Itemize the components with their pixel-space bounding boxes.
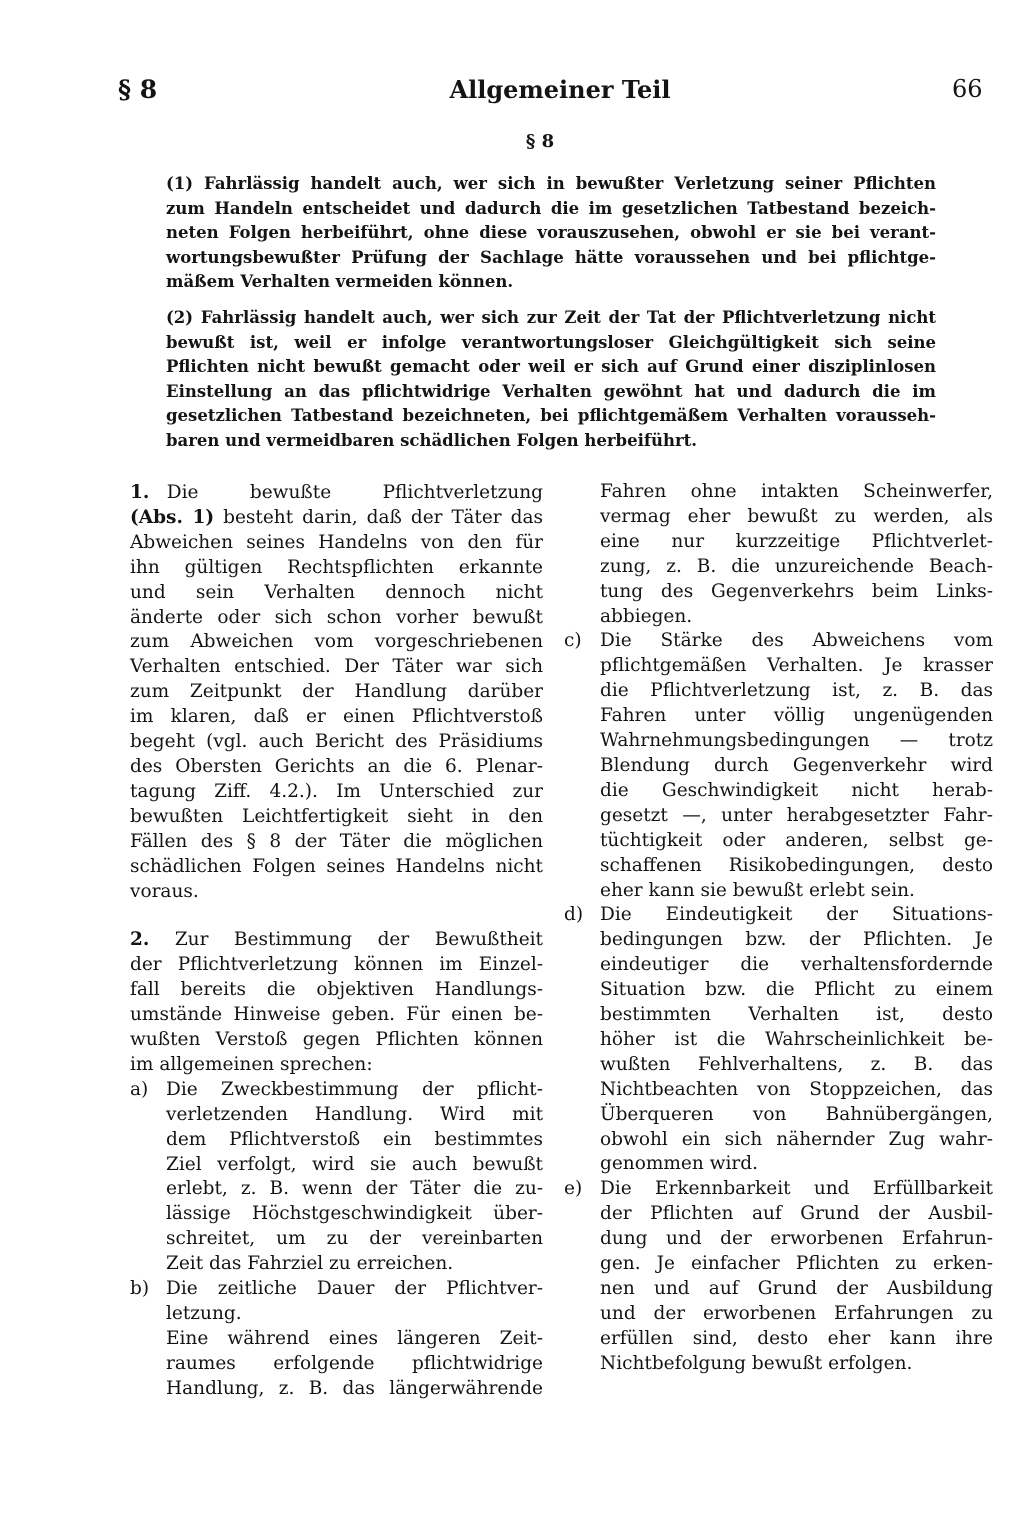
text-line: Eine während eines längeren Zeit- [166, 1327, 543, 1349]
text-line: Situation bzw. die Pflicht zu einem [600, 979, 993, 1001]
text-line: vermag eher bewußt zu werden, als [600, 505, 993, 527]
text-line: verletzenden Handlung. Wird mit [166, 1103, 543, 1125]
text-line: schädlichen Folgen seines Handelns nicht [130, 855, 543, 877]
running-head [0, 75, 1024, 115]
text-fragment: besteht darin, daß der Täter das [223, 506, 543, 528]
text-line: im allgemeinen sprechen: [130, 1053, 373, 1075]
list-item-d [564, 903, 993, 1177]
text-line: Verhalten entschied. Der Täter war sich [130, 656, 543, 678]
text-fragment: Zur Bestimmung der Bewußtheit [174, 929, 543, 951]
statute-paragraph-1 [166, 172, 936, 295]
text-line: Ziel verfolgt, wird sie auch bewußt [166, 1153, 543, 1175]
text-line: wortungsbewußter Prüfung der Sachlage hätte voraussehen und bei pflichtge- [166, 247, 936, 267]
note-heading-line [130, 481, 543, 506]
text-line: und der erworbenen Erfahrungen zu [600, 1302, 993, 1324]
list-item-a [130, 1078, 543, 1277]
header-section-mark: § 8 [118, 75, 158, 104]
header-title: Allgemeiner Teil [449, 75, 671, 104]
text-line: abbiegen. [600, 605, 693, 627]
note-number: 2. [130, 929, 150, 951]
commentary-note-1 [130, 481, 543, 904]
text-line: Fahren ohne intakten Scheinwerfer, [600, 481, 993, 502]
text-line: dung und der erworbenen Erfahrun- [600, 1228, 993, 1250]
text-line: Die Zweckbestimmung der pflicht- [166, 1078, 543, 1100]
section-heading: § 8 [525, 131, 555, 152]
note-number: 1. [130, 482, 150, 503]
text-line: gesetzlichen Tatbestand bezeichneten, bei pflichtgemäßem Verhalten vorausseh- [166, 406, 936, 426]
text-line: zum Zeitpunkt der Handlung darüber [130, 681, 543, 703]
text-line: pflichtgemäßen Verhalten. Je krasser [600, 655, 993, 677]
list-item-c [564, 629, 993, 903]
text-line: umstände Hinweise geben. Für einen be- [130, 1004, 543, 1026]
list-label: d) [564, 904, 584, 926]
text-line: Wahrnehmungsbedingungen — trotz [600, 730, 993, 752]
text-line: der Pflichtverletzung können im Einzel- [130, 954, 543, 976]
text-line: eindeutiger die verhaltensfordernde [600, 954, 993, 976]
text-line: des Obersten Gerichts an die 6. Plenar- [130, 755, 543, 777]
text-line: baren und vermeidbaren schädlichen Folgen herbeiführt. [166, 430, 698, 450]
text-line: gen. Je einfacher Pflichten zu erken- [600, 1253, 993, 1275]
text-line: obwohl ein sich nähernder Zug wahr- [600, 1128, 993, 1150]
text-line: genommen wird. [600, 1153, 758, 1175]
text-line: bewußten Leichtfertigkeit sieht in den [130, 805, 543, 827]
text-line: Nichtbeachten von Stoppzeichen, das [600, 1078, 993, 1100]
text-line: und sein Verhalten dennoch nicht [130, 581, 543, 603]
list-label: c) [564, 630, 582, 652]
list-label: a) [130, 1078, 149, 1100]
text-line: Einstellung an das pflichtwidrige Verhalten gewöhnt hat und dadurch die im [166, 381, 936, 401]
text-line: tüchtigkeit oder anderen, selbst ge- [600, 829, 993, 851]
text-line: im klaren, daß er einen Pflichtverstoß [130, 706, 543, 728]
text-line: änderte oder sich schon vorher bewußt [130, 606, 543, 628]
text-line: bedingungen bzw. der Pflichten. Je [600, 929, 993, 951]
text-line: gesetzt —, unter herabgesetzter Fahr- [600, 804, 993, 826]
text-line: der Pflichten auf Grund der Ausbil- [600, 1203, 993, 1225]
text-line: schaffenen Risikobedingungen, desto [600, 854, 993, 876]
text-line: tagung Ziff. 4.2.). Im Unterschied zur [130, 780, 543, 802]
text-line: die Pflichtverletzung ist, z. B. das [600, 680, 993, 702]
text-line: mäßem Verhalten vermeiden können. [166, 272, 514, 292]
text-line: Überqueren von Bahnübergängen, [600, 1103, 993, 1125]
text-line: voraus. [130, 880, 199, 902]
text-line: wußten Fehlverhaltens, z. B. das [600, 1053, 993, 1075]
text-line: schreitet, um zu der vereinbarten [166, 1228, 543, 1250]
text-line: höher ist die Wahrscheinlichkeit be- [600, 1028, 993, 1050]
text-line: Fällen des § 8 der Täter die möglichen [130, 830, 543, 852]
text-line: ihn gültigen Rechtspflichten erkannte [130, 556, 543, 578]
note-heading-text: Die bewußte Pflichtverletzung [166, 482, 543, 503]
text-line: letzung. [166, 1303, 242, 1324]
text-line: Nichtbefolgung bewußt erfolgen. [600, 1352, 913, 1374]
text-line: lässige Höchstgeschwindigkeit über- [166, 1203, 543, 1225]
text-line: raumes erfolgende pflichtwidrige [166, 1352, 543, 1374]
text-line: Handlung, z. B. das längerwährende [166, 1377, 543, 1399]
text-line: Abweichen seines Handelns von den für [130, 531, 543, 553]
text-line: bestimmten Verhalten ist, desto [600, 1004, 993, 1026]
note-heading-line [130, 928, 543, 953]
list-label: b) [130, 1278, 150, 1300]
list-item-e [564, 1177, 993, 1376]
text-line: (2) Fahrlässig handelt auch, wer sich zur Zeit der Tat der Pflichtverletzung nicht [166, 308, 936, 327]
text-line: dem Pflichtverstoß ein bestimmtes [166, 1128, 543, 1150]
text-line: Fahren unter völlig ungenügenden [600, 705, 993, 727]
text-line: erfüllen sind, desto eher kann ihre [600, 1327, 993, 1349]
commentary-left-column [130, 481, 543, 1402]
text-line: bewußt ist, weil er infolge verantwortungsloser Gleichgültigkeit sich seine [166, 332, 936, 352]
text-line: erlebt, z. B. wenn der Täter die zu- [166, 1178, 543, 1200]
text-line: zum Abweichen vom vorgeschriebenen [130, 631, 543, 653]
commentary-note-2 [130, 928, 543, 1077]
text-line: zung, z. B. die unzureichende Beach- [600, 555, 993, 577]
statute-paragraph-2 [166, 306, 936, 454]
text-line: (1) Fahrlässig handelt auch, wer sich in bewußter Verletzung seiner Pflichten [166, 174, 936, 193]
text-line: Die Erkennbarkeit und Erfüllbarkeit [600, 1178, 993, 1200]
text-line: fall bereits die objektiven Handlungs- [130, 979, 543, 1001]
text-line: Die zeitliche Dauer der Pflichtver- [166, 1278, 543, 1300]
text-line: die Geschwindigkeit nicht herab- [600, 779, 993, 801]
text-line: wußten Verstoß gegen Pflichten können [130, 1029, 543, 1051]
text-line: neten Folgen herbeiführt, ohne diese vorauszusehen, obwohl er sie bei verant- [166, 223, 936, 243]
text-line: begeht (vgl. auch Bericht des Präsidiums [130, 731, 543, 753]
text-line: Blendung durch Gegenverkehr wird [600, 754, 993, 776]
paragraph-gap [130, 904, 543, 928]
list-item-b [130, 1277, 543, 1402]
text-line: eher kann sie bewußt erlebt sein. [600, 879, 915, 901]
text-line: zum Handeln entscheidet und dadurch die im gesetzlichen Tatbestand bezeich- [166, 198, 936, 218]
list-label: e) [564, 1178, 583, 1200]
text-line: Die Eindeutigkeit der Situations- [600, 904, 993, 926]
commentary-right-column [564, 480, 993, 1377]
text-line: Pflichten nicht bewußt gemacht oder weil er sich auf Grund einer disziplinlosen [166, 357, 936, 377]
text-line [130, 506, 543, 531]
text-line: tung des Gegenverkehrs beim Links- [600, 580, 993, 602]
text-line: eine nur kurzzeitige Pflichtverlet- [600, 530, 993, 552]
text-line: nen und auf Grund der Ausbildung [600, 1278, 993, 1299]
text-line: Zeit das Fahrziel zu erreichen. [166, 1253, 454, 1275]
page-number: 66 [952, 75, 983, 103]
text-line: Die Stärke des Abweichens vom [600, 630, 993, 652]
note-reference: (Abs. 1) [130, 506, 215, 528]
list-item-b-continued [564, 480, 993, 629]
